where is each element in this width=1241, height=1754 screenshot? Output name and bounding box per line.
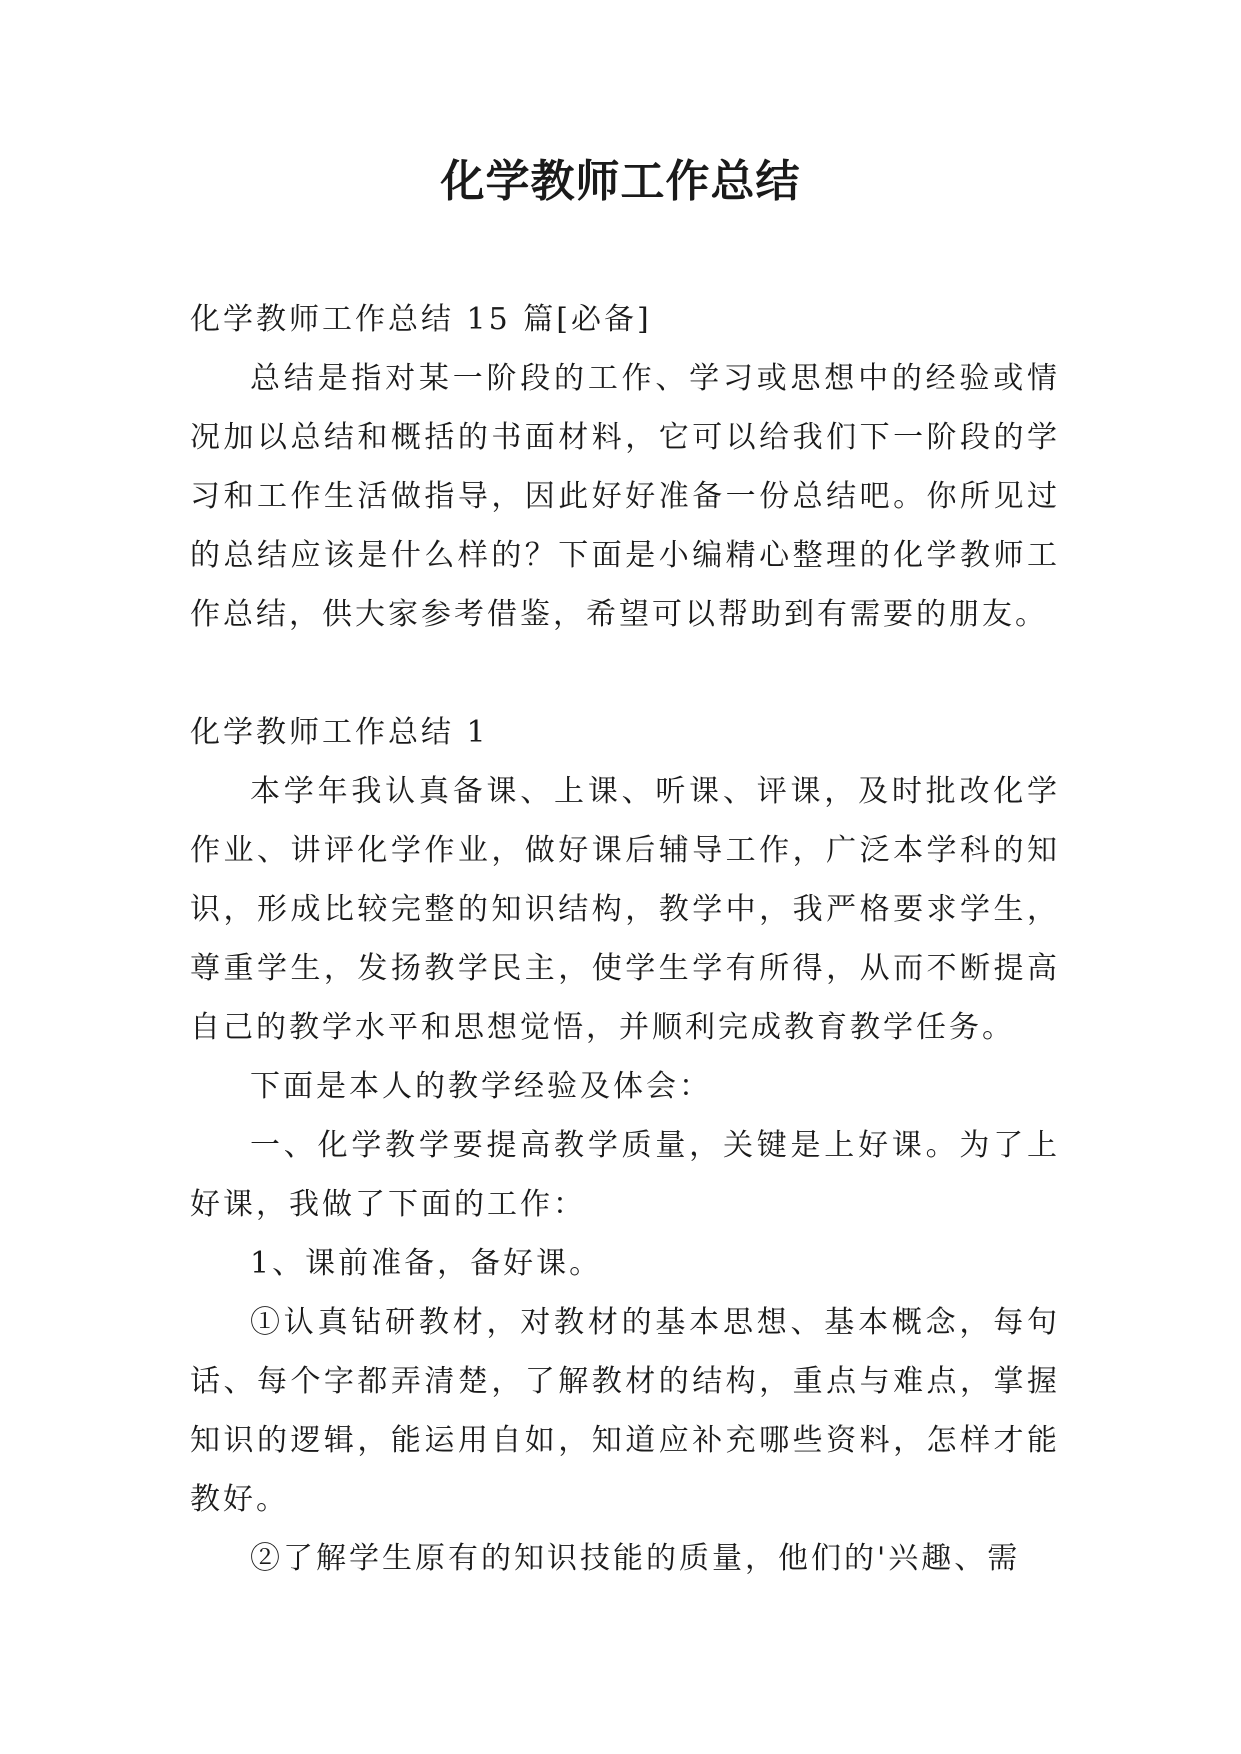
section-heading: 化学教师工作总结 1: [190, 715, 489, 750]
body-paragraph: ②了解学生原有的知识技能的质量，他们的'兴趣、需: [250, 1541, 1021, 1576]
body-paragraph: 本学年我认真备课、上课、听课、评课，及时批改化学作业、讲评化学作业，做好课后辅导工作，广泛本学科的知识，形成比较完整的知识结构，教学中，我严格要求学生，尊重学生，发扬教学民主，使学生学有所得，从而不断提高自己的教学水平和思想觉悟，并顺利完成教育教学任务。: [190, 774, 1060, 1045]
document-title: 化学教师工作总结: [440, 156, 801, 207]
document-body: [190, 290, 1060, 1588]
body-paragraph: 一、化学教学要提高教学质量，关键是上好课。为了上好课，我做了下面的工作：: [190, 1128, 1060, 1222]
intro-paragraph: 总结是指对某一阶段的工作、学习或思想中的经验或情况加以总结和概括的书面材料，它可以给我们下一阶段的学习和工作生活做指导，因此好好准备一份总结吧。你所见过的总结应该是什么样的？下面是小编精心整理的化学教师工作总结，供大家参考借鉴，希望可以帮助到有需要的朋友。: [190, 361, 1060, 632]
body-paragraph: 下面是本人的教学经验及体会：: [250, 1069, 712, 1104]
body-paragraph: ①认真钻研教材，对教材的基本思想、基本概念，每句话、每个字都弄清楚，了解教材的结构，重点与难点，掌握知识的逻辑，能运用自如，知道应补充哪些资料，怎样才能教好。: [190, 1305, 1060, 1517]
body-paragraph: 1、课前准备，备好课。: [250, 1246, 603, 1281]
document-subtitle: 化学教师工作总结 15 篇[必备]: [190, 302, 652, 337]
